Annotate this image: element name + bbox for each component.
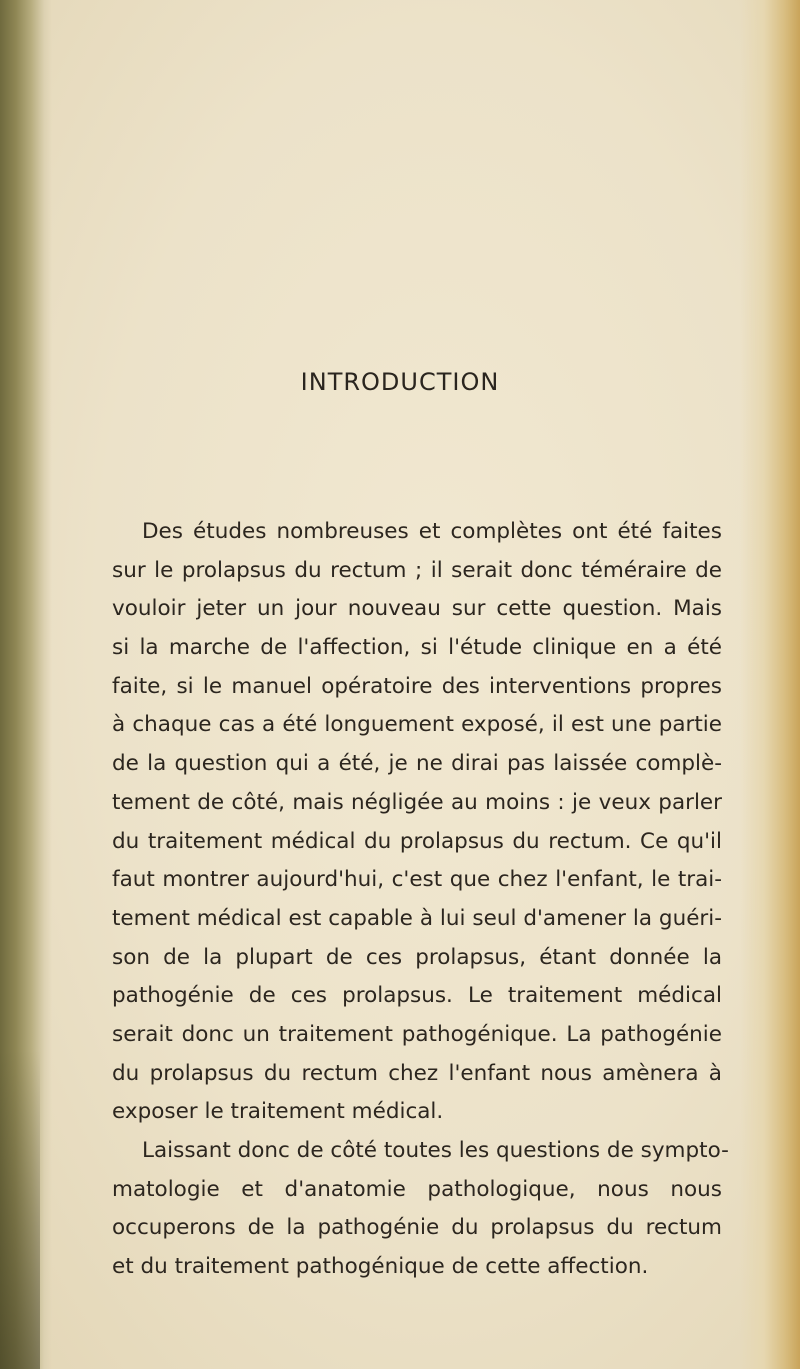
chapter-title: INTRODUCTION <box>300 368 500 396</box>
page-left-shadow <box>0 1050 40 1369</box>
text-line: à chaque cas a été longuement exposé, il est une partie <box>112 712 722 738</box>
text-line: pathogénie de ces prolapsus. Le traitement médical <box>112 983 722 1009</box>
text-line: tement médical est capable à lui seul d'amener la guéri- <box>112 905 722 931</box>
text-line: Des études nombreuses et complètes ont été faites <box>142 519 722 544</box>
text-line: tement de côté, mais négligée au moins : je veux parler <box>112 789 722 815</box>
text-line: vouloir jeter un jour nouveau sur cette question. Mais <box>112 596 722 622</box>
text-line: son de la plupart de ces prolapsus, étant donnée la <box>112 944 722 970</box>
text-line: et du traitement pathogénique de cette affection. <box>112 1254 649 1280</box>
text-line: occuperons de la pathogénie du prolapsus du rectum <box>112 1215 722 1241</box>
text-line: sur le prolapsus du rectum ; il serait donc téméraire de <box>112 557 722 583</box>
text-line: Laissant donc de côté toutes les questions de sympto- <box>142 1138 729 1163</box>
text-line: du traitement médical du prolapsus du rectum. Ce qu'il <box>112 828 722 854</box>
text-line: du prolapsus du rectum chez l'enfant nous amènera à <box>112 1060 722 1086</box>
page-right-edge <box>740 0 800 1369</box>
text-line: faut montrer aujourd'hui, c'est que chez l'enfant, le trai- <box>112 867 722 893</box>
introduction-text <box>112 513 729 1287</box>
text-line: de la question qui a été, je ne dirai pas laissée complè- <box>112 751 722 777</box>
text-line: matologie et d'anatomie pathologique, nous nous <box>112 1176 722 1202</box>
text-line: si la marche de l'affection, si l'étude clinique en a été <box>112 635 722 661</box>
text-line: exposer le traitement médical. <box>112 1099 444 1125</box>
text-line: serait donc un traitement pathogénique. La pathogénie <box>112 1021 722 1047</box>
text-line: faite, si le manuel opératoire des interventions propres <box>112 673 722 699</box>
